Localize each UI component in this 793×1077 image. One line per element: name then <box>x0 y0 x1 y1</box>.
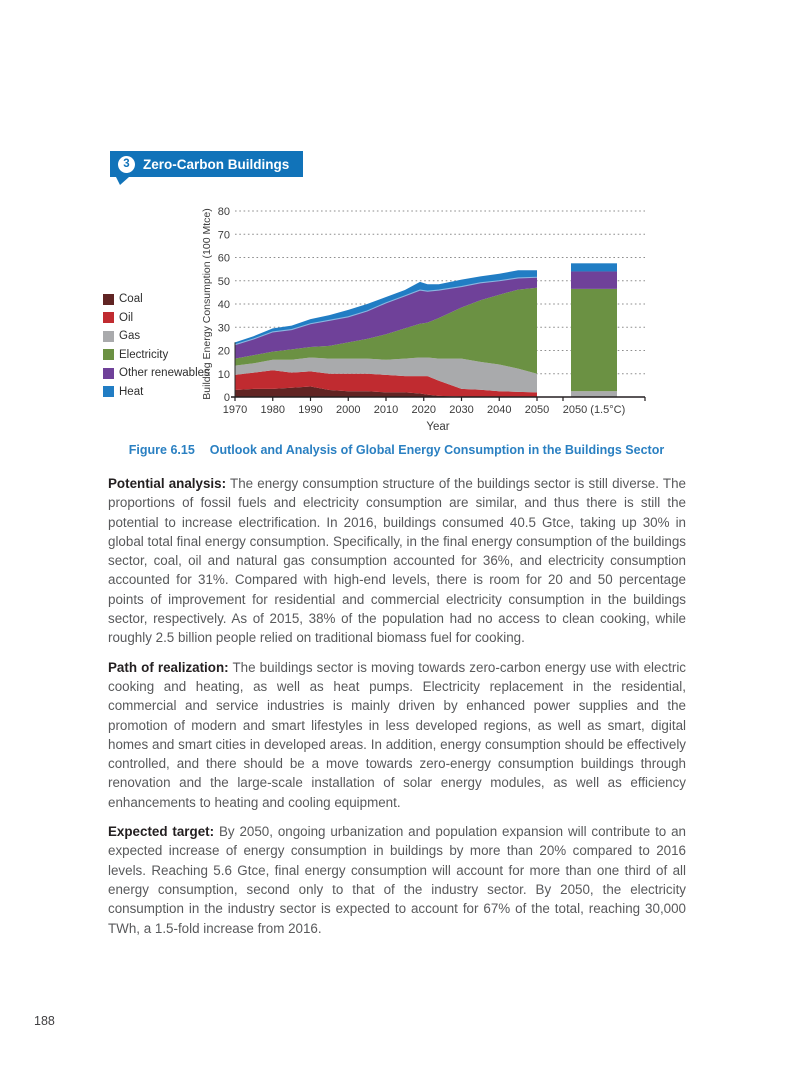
paragraph-body: By 2050, ongoing urbanization and population expansion will contribute to an expected increase of energy consumption in buildings by more than 20% compared to 2016 levels. Reaching 5.6 Gtce, final energy consumption will account for more than one third of all energy consumption, second only to that of the industry sector. By 2050, the electricity consumption in the industry sector is expected to account for 67% of the total, reaching 30,000 TWh, a 1.5-fold increase from 2016. <box>108 824 687 936</box>
legend-label: Oil <box>119 311 134 324</box>
paragraph-lead: Potential analysis: <box>108 476 227 491</box>
figure-caption-text: Outlook and Analysis of Global Energy Consumption in the Buildings Sector <box>209 443 665 457</box>
svg-text:10: 10 <box>217 368 230 381</box>
legend-swatch-icon <box>103 331 114 342</box>
legend-swatch-icon <box>103 368 114 379</box>
svg-text:70: 70 <box>217 229 230 242</box>
legend-item-electricity <box>103 349 198 361</box>
svg-text:30: 30 <box>217 322 230 335</box>
chart-svg <box>198 196 656 441</box>
svg-text:2020: 2020 <box>411 404 436 416</box>
svg-text:60: 60 <box>217 252 230 265</box>
svg-text:2040: 2040 <box>487 404 512 416</box>
svg-text:2050 (1.5°C): 2050 (1.5°C) <box>562 404 626 416</box>
legend-item-gas <box>103 330 198 342</box>
svg-text:2010: 2010 <box>373 404 399 416</box>
paragraph-body: The buildings sector is moving towards zero-carbon energy use with electric cooking and heating, as well as heat pumps. Electricity replacement in the residential, commercial and service industries is mainly driven by enhanced power supplies and the promotion of modern and smart lifestyles in less developed regions, as well as smart, digital homes and smart cities in developed areas. In addition, energy consumption should be effectively controlled, and there should be a move towards zero-energy consumption buildings through renovation and the large-scale installation of solar energy modules, as well as efficiency enhancements to heating and cooling equipment. <box>108 659 686 810</box>
page-number: 188 <box>34 1014 55 1028</box>
legend-label: Gas <box>119 330 141 342</box>
paragraph-expected-target <box>108 822 686 938</box>
legend-label: Heat <box>119 385 144 398</box>
figure-caption <box>108 443 685 457</box>
legend-swatch-icon <box>103 294 114 305</box>
svg-text:Year: Year <box>426 421 450 433</box>
svg-text:20: 20 <box>217 345 230 358</box>
body-text <box>108 474 686 948</box>
energy-consumption-figure <box>96 196 656 441</box>
paragraph-lead: Expected target: <box>108 824 215 840</box>
section-badge <box>110 151 303 177</box>
legend-label: Coal <box>119 293 143 305</box>
figure-caption-label: Figure 6.15 <box>128 443 195 457</box>
legend-swatch-icon <box>103 349 114 360</box>
svg-text:1990: 1990 <box>298 404 323 416</box>
section-number-badge-icon: 3 <box>118 156 135 173</box>
svg-text:2030: 2030 <box>449 404 474 416</box>
legend-item-oil <box>103 312 198 324</box>
svg-text:1970: 1970 <box>222 404 248 416</box>
legend-item-coal <box>103 293 198 305</box>
svg-text:1980: 1980 <box>260 404 285 416</box>
svg-text:0: 0 <box>223 392 230 404</box>
section-title: Zero-Carbon Buildings <box>143 156 290 172</box>
svg-text:40: 40 <box>217 299 230 311</box>
svg-text:2050: 2050 <box>524 404 550 416</box>
svg-text:2000: 2000 <box>336 404 361 416</box>
legend-item-heat <box>103 386 198 398</box>
paragraph-path-of-realization <box>108 658 686 812</box>
legend-label: Electricity <box>119 348 169 361</box>
legend-item-other-renewables <box>103 367 210 379</box>
svg-text:50: 50 <box>217 275 230 288</box>
paragraph-body: The energy consumption structure of the buildings sector is still diverse. The proportions of fossil fuels and electricity consumption are similar, and thus there is still the potential to increase electrification. In 2016, buildings consumed 40.5 Gtce, taking up 30% in global total final energy consumption. Specifically, in the final energy consumption of the buildings sector, coal, oil and natural gas consumption accounted for 36%, and electricity consumption accounted for 31%. Compared with high-end levels, there is room for 20 and 50 percentage points of improvement for residential and commercial electricity consumption in the buildings sector, respectively. As of 2015, 38% of the population had no access to clean cooking, while roughly 2.5 billion people relied on traditional biomass fuel for cooking. <box>108 476 686 646</box>
legend-swatch-icon <box>103 312 114 323</box>
y-axis-label: Building Energy Consumption (100 Mtce) <box>201 208 213 400</box>
badge-pointer-icon <box>116 177 129 185</box>
paragraph-lead: Path of realization: <box>108 659 229 675</box>
legend-swatch-icon <box>103 386 114 397</box>
legend-label: Other renewables <box>119 367 210 379</box>
svg-text:80: 80 <box>217 206 230 218</box>
paragraph-potential-analysis <box>108 474 686 648</box>
